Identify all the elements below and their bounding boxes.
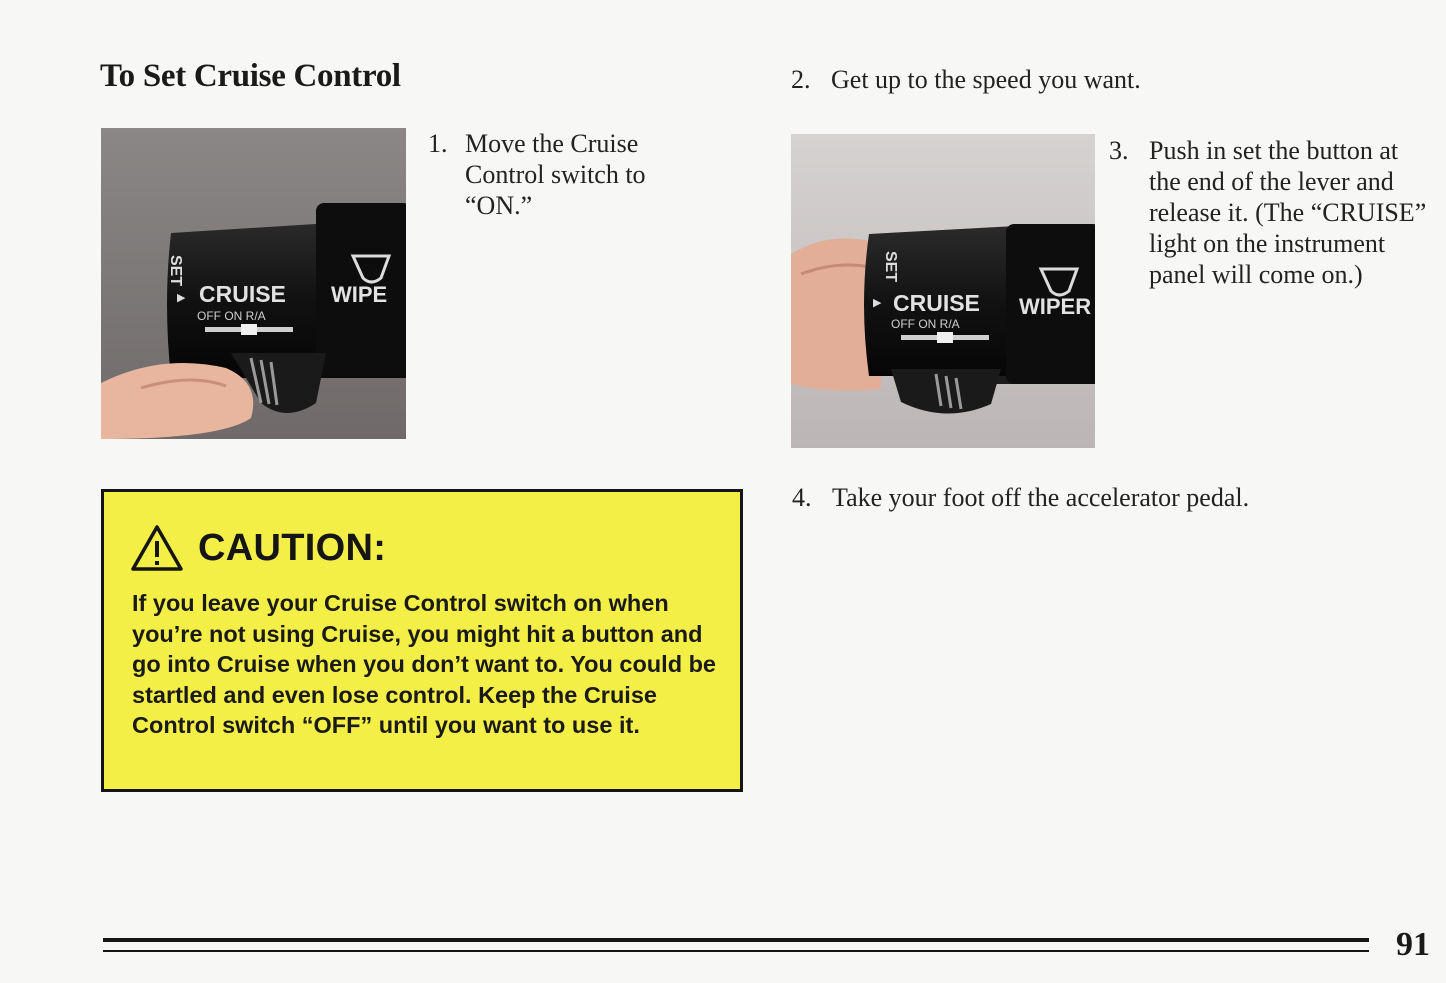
step-3 (1109, 135, 1429, 335)
step-2 (791, 64, 1291, 98)
svg-text:▶: ▶ (873, 297, 882, 309)
step-text: Get up to the speed you want. (831, 65, 1141, 94)
lever-positions-label: OFF ON R/A (197, 309, 266, 323)
caution-title: CAUTION: (198, 526, 387, 569)
warning-triangle-icon (130, 524, 184, 572)
footer-rule-thin (103, 950, 1369, 952)
step-text: Take your foot off the accelerator pedal. (832, 483, 1250, 512)
lever-wiper-label: WIPE (331, 282, 388, 307)
lever-cruise-label: CRUISE (893, 290, 980, 316)
footer-rule-thick (103, 938, 1369, 942)
caution-header (130, 522, 386, 574)
cruise-lever-photo-icon (791, 134, 1095, 448)
step-number: 3. (1109, 136, 1129, 165)
caution-box (101, 489, 743, 792)
page-number: 91 (1396, 926, 1430, 963)
step-number: 4. (792, 483, 812, 512)
step-4 (792, 482, 1352, 516)
svg-text:▶: ▶ (177, 292, 186, 304)
page-title: To Set Cruise Control (100, 58, 401, 94)
lever-set-label: SET (882, 251, 899, 283)
lever-wiper-label: WIPER (1019, 294, 1092, 319)
step-text: Push in set the button at the end of the lever and release it. (The “CRUISE” light on the instrument panel will come on.) (1149, 136, 1427, 289)
step-1 (428, 128, 678, 228)
lever-set-label: SET (167, 255, 184, 287)
lever-cruise-label: CRUISE (199, 281, 286, 307)
step-text: Move the Cruise Control switch to “ON.” (465, 129, 646, 220)
caution-body: If you leave your Cruise Control switch on when you’re not using Cruise, you might hit a button and go into Cruise when you don’t want to. You could be startled and even lose control. Keep the Cruise Control switch “OFF” until you want to use it. (132, 590, 717, 738)
step-number: 2. (791, 65, 811, 94)
cruise-lever-photo-2 (791, 134, 1095, 448)
step-number: 1. (428, 129, 448, 158)
lever-positions-label: OFF ON R/A (891, 317, 960, 331)
cruise-lever-photo-1 (101, 128, 406, 439)
cruise-lever-photo-icon (101, 128, 406, 439)
